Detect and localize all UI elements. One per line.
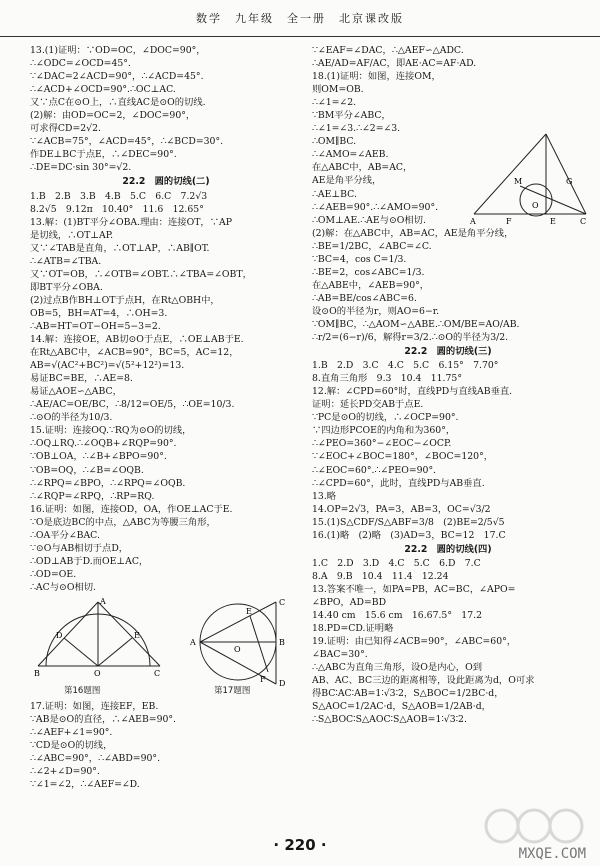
fig16-label-o: O xyxy=(94,668,101,678)
text-line: 8.A 9.B 10.4 11.4 12.24 xyxy=(312,570,449,582)
text-line: ∴OM⊥AE.∴AE与⊙O相切. xyxy=(312,214,426,226)
text-line: ∴⊙O的半径为10/3. xyxy=(30,412,113,424)
text-line: 18.(1)证明：如图，连接OM， xyxy=(312,71,441,83)
text-line: 又∵点C在⊙O上，∴直线AC是⊙O的切线. xyxy=(30,97,206,109)
fig17-label-o: O xyxy=(234,644,241,654)
text-line: ∴BE=1/2BC，∠ABC=∠C. xyxy=(312,240,432,252)
text-line: AE是角平分线， xyxy=(312,175,382,187)
text-line: ∴∠1=∠2. xyxy=(312,97,357,109)
fig17-label-f: F xyxy=(260,674,266,684)
text-line: ∵OB=OQ，∴∠B=∠OQB. xyxy=(30,464,144,476)
fig16-label-e: E xyxy=(134,630,140,640)
text-line: ∴AE⊥BC. xyxy=(312,188,357,200)
text-line: ∵∠EOC+∠BOC=180°，∠BOC=120°， xyxy=(312,451,494,463)
text-line: ∴OM∥BC. xyxy=(312,136,357,148)
text-line: 16.(1)略 (2)略 (3)AD=3，BC=12 17.C xyxy=(312,529,506,541)
text-line: 又∵OT=OB，∴∠OTB=∠OBT.∴∠TBA=∠OBT， xyxy=(30,268,252,280)
text-line: ∴BE=2，cos∠ABC=1/3. xyxy=(312,266,425,278)
text-line: ∠BAC=30°. xyxy=(312,649,368,661)
fig17-label-e: E xyxy=(246,606,252,616)
section-title-tangent-2: 22.2 圆的切线(二) xyxy=(122,176,210,188)
text-line: 1.B 2.D 3.C 4.C 5.C 6.15° 7.70° xyxy=(312,360,499,372)
text-line: 即BT平分∠OBA. xyxy=(30,281,103,293)
fig17-label-d: D xyxy=(279,678,286,688)
text-line: ∴r/2=(6−r)/6，解得r=3/2.∴⊙O的半径为3/2. xyxy=(312,332,509,344)
text-line: 得BC∶AC∶AB=1∶√3∶2，S△BOC=1/2BC·d， xyxy=(312,688,504,700)
text-line: ∵BC=4，cos C=1/3. xyxy=(312,253,407,265)
text-line: ∴∠RPQ=∠BPO，∴∠RPQ=∠OQB. xyxy=(30,477,186,489)
figure-17-caption: 第17题图 xyxy=(214,685,251,696)
text-line: ∴∠ODC=∠OCD=45°. xyxy=(30,58,131,70)
text-line: S△AOC=1/2AC·d，S△AOB=1/2AB·d， xyxy=(312,701,491,713)
text-line: ∴∠2+∠D=90°. xyxy=(30,766,100,778)
text-line: ∵∠ACB=75°，∠ACD=45°，∴∠BCD=30°. xyxy=(30,136,224,148)
fig18-label-a: A xyxy=(470,217,476,226)
section-title-tangent-4: 22.2 圆的切线(四) xyxy=(404,543,492,555)
text-line: ∴∠PEO=360°−∠EOC−∠OCP. xyxy=(312,438,452,450)
right-column xyxy=(312,44,587,726)
text-line: ∵BM平分∠ABC， xyxy=(312,110,391,122)
text-line: ∴∠ACD+∠OCD=90°.∴OC⊥AC. xyxy=(30,84,176,96)
fig17-label-c: C xyxy=(279,597,286,607)
text-line: 8.直角三角形 9.3 10.4 11.75° xyxy=(312,373,462,385)
text-line: ∵AB是⊙O的直径，∴∠AEB=90°. xyxy=(30,714,176,726)
text-line: ∴∠AMO=∠AEB. xyxy=(312,149,389,161)
fig18-label-g: G xyxy=(566,177,573,186)
fig18-label-o: O xyxy=(532,201,539,210)
text-line: AB、AC、BC三边的距离相等，设此距离为d，O可求 xyxy=(312,675,535,687)
text-line: 易证△AOE∽△ABC， xyxy=(30,386,122,398)
figures-16-17 xyxy=(30,596,302,698)
text-line: 在Rt△ABC中，∠ACB=90°，BC=5，AC=12， xyxy=(30,347,239,359)
answer-block-13 xyxy=(30,44,302,174)
text-line: ∴∠ABC=90°，∴∠ABD=90°. xyxy=(30,753,161,765)
text-line: 14.解：连接OE，AB切⊙O于点E，∴OE⊥AB于E. xyxy=(30,334,244,346)
text-line: ∴OQ⊥RQ.∴∠OQB+∠RQP=90°. xyxy=(30,438,177,450)
text-line: 证明：延长PD交AB于点E. xyxy=(312,399,424,411)
fig16-label-c: C xyxy=(154,668,161,678)
text-line: AB=√(AC²+BC²)=√(5²+12²)=13. xyxy=(30,360,185,372)
fig17-label-b: B xyxy=(279,637,285,647)
header-text: 数学 九年级 全一册 北京课改版 xyxy=(196,12,404,25)
text-line: ∵∠EAF=∠DAC，∴△AEF∽△ADC. xyxy=(312,45,464,56)
text-line: 作DE⊥BC于点E，∴∠DEC=90°. xyxy=(30,149,177,161)
text-line: ∵∠DAC=2∠ACD=90°，∴∠ACD=45°. xyxy=(30,71,204,83)
text-line: ∴△ABC为直角三角形，设O是内心，O到 xyxy=(312,662,482,674)
text-line: 在△ABC中，AB=AC， xyxy=(312,162,413,174)
text-line: ∴OD⊥AB于D.而OE⊥AC， xyxy=(30,555,149,567)
fig16-label-a: A xyxy=(100,596,106,606)
text-line: 可求得CD=2√2. xyxy=(30,123,101,135)
text-line: ∴AB=HT=OT−OH=5−3=2. xyxy=(30,320,161,332)
text-line: OB=5，BH=AT=4，∴OH=3. xyxy=(30,307,168,319)
page-header xyxy=(0,10,600,37)
text-line: (2)过点B作BH⊥OT于点H，在Rt△OBH中， xyxy=(30,294,220,306)
answer-block-tangent-3 xyxy=(312,359,584,542)
figure-18-diagram xyxy=(470,128,590,228)
text-line: 17.证明：如图，连接EF，EB. xyxy=(30,700,159,712)
text-line: ∴AE/AD=AF/AC，即AE·AC=AF·AD. xyxy=(312,58,477,70)
text-line: ∵四边形PCOE的内角和为360°， xyxy=(312,425,456,437)
text-line: ∴∠ATB=∠TBA. xyxy=(30,255,102,267)
text-line: 12.解：∠CPD=60°时，直线PD与直线AB垂直. xyxy=(312,386,513,398)
figure-16-diagram xyxy=(34,596,164,686)
text-line: 设⊙O的半径为r，则AO=6−r. xyxy=(312,305,440,317)
text-line: ∴OA平分∠BAC. xyxy=(30,529,100,541)
text-line: 则OM=OB. xyxy=(312,84,364,96)
fig17-label-a: A xyxy=(190,637,196,647)
fig16-label-b: B xyxy=(34,668,40,678)
fig18-label-f: F xyxy=(506,217,512,226)
text-line: ∴AC与⊙O相切. xyxy=(30,581,96,593)
text-line: 14.40 cm 15.6 cm 16.67.5° 17.2 xyxy=(312,610,482,622)
answer-block-17 xyxy=(30,700,302,791)
text-line: 1.C 2.D 3.D 4.C 5.C 6.D 7.C xyxy=(312,557,481,569)
text-line: ∴OD=OE. xyxy=(30,568,77,580)
text-line: ∵CD是⊙O的切线， xyxy=(30,740,113,752)
text-line: ∴DE=DC·sin 30°=√2. xyxy=(30,162,132,174)
text-line: 14.OP=2√3，PA=3，AB=3，OC=√3/2 xyxy=(312,503,491,515)
fig18-label-e: E xyxy=(550,217,556,226)
text-line: ∵O是底边BC的中点，△ABC为等腰三角形， xyxy=(30,516,216,528)
text-line: 8.2√5 9.12π 10.40° 11.6 12.65° xyxy=(30,203,204,215)
text-line: ∵∠1=∠2，∴∠AEF=∠D. xyxy=(30,779,140,791)
text-line: 易证BC=BE，∴AE=8. xyxy=(30,373,133,385)
text-line: ∵PC是⊙O的切线，∴∠OCP=90°. xyxy=(312,412,459,424)
text-line: 1.B 2.B 3.B 4.B 5.C 6.C 7.2√3 xyxy=(30,190,208,202)
text-line: ∴∠AEB=90°.∴∠AMO=90°. xyxy=(312,201,439,213)
left-column xyxy=(30,44,302,791)
text-line: (2)解：由OD=OC=2，∠DOC=90°， xyxy=(30,110,196,122)
text-line: 13.(1)证明：∵OD=OC，∠DOC=90°， xyxy=(30,45,206,56)
figure-17-diagram xyxy=(180,596,300,688)
text-line: ∴AB=BE/cos∠ABC=6. xyxy=(312,292,417,304)
text-line: ∵OB⊥OA，∴∠B+∠BPO=90°. xyxy=(30,451,167,463)
text-line: ∴AE/AC=OE/BC，∴8/12=OE/5，∴OE=10/3. xyxy=(30,399,235,411)
answer-block-tangent-2 xyxy=(30,190,302,594)
fig16-label-d: D xyxy=(56,630,63,640)
figure-16-caption: 第16题图 xyxy=(64,685,101,696)
text-line: 15.证明：连接OQ.∵RQ为⊙O的切线， xyxy=(30,425,192,437)
text-line: 13.答案不唯一，如PA=PB，AC=BC，∠APO= xyxy=(312,583,516,595)
page-number: · 220 · xyxy=(273,836,327,854)
text-line: ∵⊙O与AB相切于点D， xyxy=(30,542,129,554)
answer-block-tangent-4 xyxy=(312,557,584,727)
text-line: ∴S△BOC∶S△AOC∶S△AOB=1∶√3∶2. xyxy=(312,714,467,726)
text-line: 13.略 xyxy=(312,490,337,502)
text-line: 又∵∠TAB是直角，∴OT⊥AP，∴AB∥OT. xyxy=(30,242,210,254)
text-line: ∠BPO，AD=BD xyxy=(312,596,387,608)
text-line: 13.解：(1)BT平分∠OBA.理由：连接OT，∵AP xyxy=(30,216,232,228)
text-line: 19.证明：由已知得∠ACB=90°，∠ABC=60°， xyxy=(312,636,517,648)
text-line: ∴∠EOC=60°.∴∠PEO=90°. xyxy=(312,464,437,476)
text-line: ∴∠CPD=60°，此时，直线PD与AB垂直. xyxy=(312,477,485,489)
text-line: 在△ABE中，∠AEB=90°， xyxy=(312,279,430,291)
text-line: 18.PD=CD.证明略 xyxy=(312,623,394,635)
fig18-label-m: M xyxy=(514,177,523,186)
text-line: ∴∠1=∠3.∴∠2=∠3. xyxy=(312,123,401,135)
section-title-tangent-3: 22.2 圆的切线(三) xyxy=(404,346,492,358)
fig18-label-c: C xyxy=(580,217,587,226)
text-line: 16.证明：如图，连接OD，OA，作OE⊥AC于E. xyxy=(30,503,233,515)
text-line: ∴∠AEF+∠1=90°. xyxy=(30,727,113,739)
watermark-text: MXQE.COM xyxy=(518,846,586,862)
text-line: 是切线，∴OT⊥AP. xyxy=(30,229,114,241)
text-line: ∴∠RQP=∠RPQ，∴RP=RQ. xyxy=(30,490,155,502)
text-line: (2)解：在△ABC中，AB=AC，AE是角平分线， xyxy=(312,227,514,239)
text-line: 15.(1)S△CDF/S△ABF=3/8 (2)BE=2/5√5 xyxy=(312,516,505,528)
text-line: ∵OM∥BC，∴△AOM∽△ABE.∴OM/BE=AO/AB. xyxy=(312,318,520,330)
